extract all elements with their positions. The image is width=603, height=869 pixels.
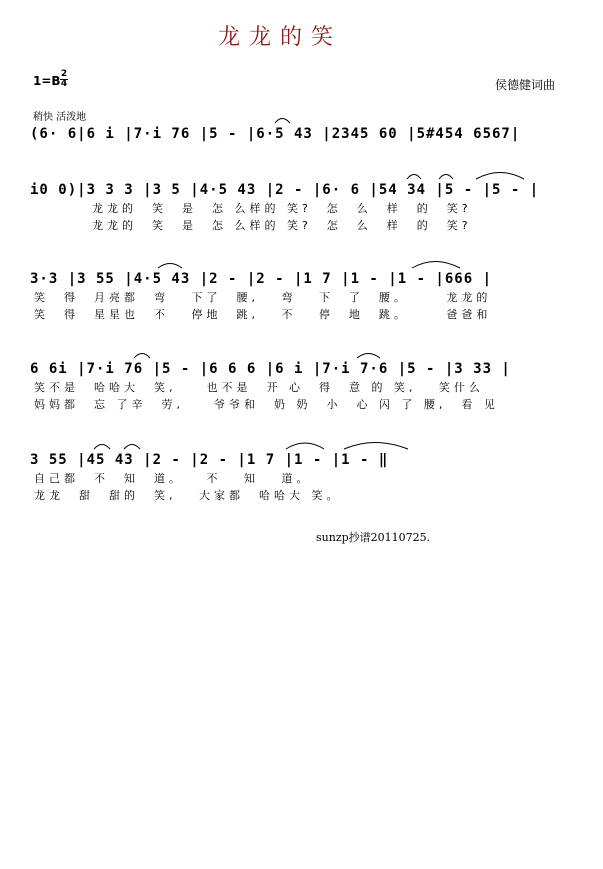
composer-credit: 侯德健词曲 — [494, 78, 555, 92]
lyric-line-verse-1: 龙龙的 笑 是 怎 么样的 笑? 怎 么 样 的 笑? — [92, 202, 472, 215]
lyric-line-verse-2: 笑 得 星星也 不 停地 跳, 不 停 地 跳。 爸爸和 — [34, 308, 492, 321]
staff-system-4 — [30, 359, 570, 413]
staff-system-5 — [30, 450, 570, 504]
lyric-line-verse-2: 龙龙的 笑 是 怎 么样的 笑? 怎 么 样 的 笑? — [92, 219, 472, 232]
lyric-line-verse-2: 龙龙 甜 甜的 笑, 大家都 哈哈大 笑。 — [34, 489, 342, 502]
slur-marks — [30, 347, 570, 359]
notation-line: i0 0)|3 3 3 |3 5 |4·5 43 |2 - |6· 6 |54 34 |5 - |5 - | — [30, 182, 540, 198]
transcriber-credit: sunzp抄谱20110725. — [316, 531, 431, 544]
tempo-marking: 稍快 活泼地 — [33, 112, 87, 123]
time-signature-top: 2 — [60, 69, 68, 79]
time-signature-bottom: 4 — [60, 79, 68, 89]
notation-line: 3·3 |3 55 |4·5 43 |2 - |2 - |1 7 |1 - |1 - |666 | — [30, 271, 493, 287]
lyric-line-verse-2: 妈妈都 忘 了辛 劳, 爷爷和 奶 奶 小 心 闪 了 腰, 看 见 — [34, 398, 499, 411]
time-signature — [60, 70, 68, 89]
slur-marks — [30, 168, 570, 180]
slur-marks — [30, 257, 570, 269]
song-title: 龙龙的笑 — [217, 25, 342, 50]
notation-line: 3 55 |45 43 |2 - |2 - |1 7 |1 - |1 - ‖ — [30, 452, 389, 468]
notation-line: (6· 6|6 i |7·i 76 |5 - |6·5 43 |2345 60 |5#454 6567| — [30, 126, 521, 142]
slur-marks — [30, 438, 570, 450]
lyric-line-verse-1: 笑不是 哈哈大 笑, 也不是 开 心 得 意 的 笑, 笑什么 — [34, 381, 484, 394]
lyric-line-verse-1: 笑 得 月亮都 弯 下了 腰, 弯 下 了 腰。 龙龙的 — [34, 291, 492, 304]
staff-system-3 — [30, 269, 570, 323]
staff-system-2 — [30, 180, 570, 234]
slur-marks — [30, 112, 570, 124]
lyric-line-verse-1: 自己都 不 知 道。 不 知 道。 — [34, 472, 312, 485]
staff-system-1 — [30, 124, 570, 144]
notation-line: 6 6i |7·i 76 |5 - |6 6 6 |6 i |7·i 7·6 |5 - |3 33 | — [30, 361, 511, 377]
key-signature: 1=B — [33, 74, 61, 88]
